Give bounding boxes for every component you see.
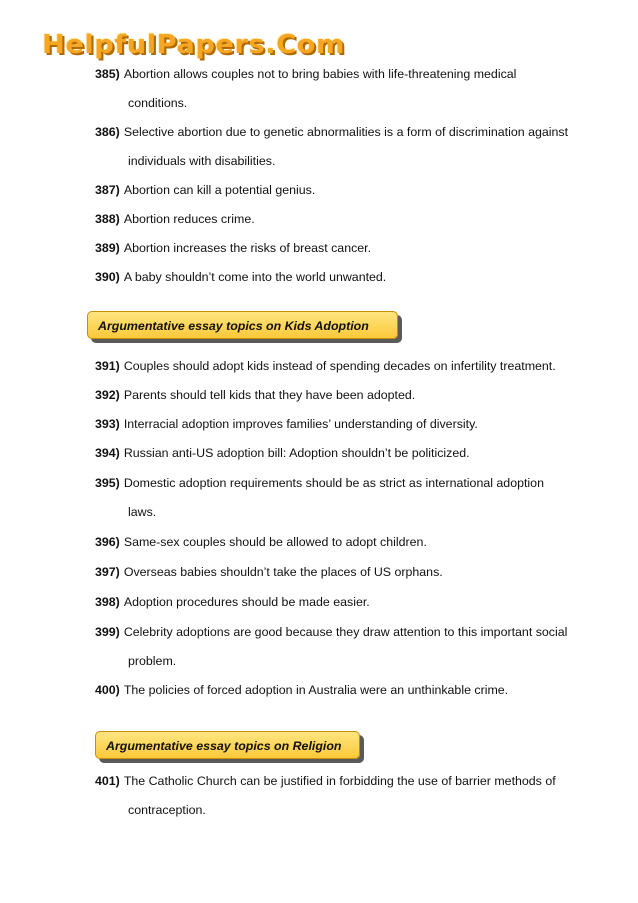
list-item — [95, 774, 615, 789]
list-item — [95, 241, 615, 256]
item-number: 386) — [95, 125, 120, 139]
item-number: 395) — [95, 476, 120, 490]
item-number: 401) — [95, 774, 120, 788]
list-item — [95, 417, 615, 432]
item-number: 399) — [95, 625, 120, 639]
item-text: The Catholic Church can be justified in forbidding the use of barrier methods of — [123, 774, 556, 788]
item-number: 392) — [95, 388, 120, 402]
item-number: 398) — [95, 595, 120, 609]
item-text: A baby shouldn’t come into the world unwanted. — [123, 270, 387, 284]
list-item — [95, 67, 615, 82]
list-item — [95, 183, 615, 198]
item-text: Overseas babies shouldn’t take the places of US orphans. — [123, 565, 443, 579]
list-item — [95, 359, 615, 374]
list-item — [95, 625, 615, 640]
item-number: 391) — [95, 359, 120, 373]
item-text: Couples should adopt kids instead of spending decades on infertility treatment. — [123, 359, 556, 373]
list-item — [95, 683, 615, 698]
item-number: 393) — [95, 417, 120, 431]
list-item — [95, 446, 615, 461]
item-text: Interracial adoption improves families’ understanding of diversity. — [123, 417, 478, 431]
item-continuation: individuals with disabilities. — [128, 154, 276, 168]
item-number: 388) — [95, 212, 120, 226]
list-item — [95, 270, 615, 285]
item-continuation: problem. — [128, 654, 177, 668]
item-text: Abortion can kill a potential genius. — [123, 183, 316, 197]
list-item — [95, 595, 615, 610]
item-number: 396) — [95, 535, 120, 549]
item-text: Russian anti-US adoption bill: Adoption shouldn’t be politicized. — [123, 446, 470, 460]
item-number: 394) — [95, 446, 120, 460]
list-item — [95, 212, 615, 227]
list-item — [95, 125, 615, 140]
item-text: Celebrity adoptions are good because they draw attention to this important social — [123, 625, 568, 639]
item-text: Abortion allows couples not to bring babies with life-threatening medical — [123, 67, 517, 81]
list-item — [95, 476, 615, 491]
item-text: Parents should tell kids that they have been adopted. — [123, 388, 416, 402]
item-text: Adoption procedures should be made easier. — [123, 595, 370, 609]
item-text: Same-sex couples should be allowed to adopt children. — [123, 535, 427, 549]
list-item — [95, 535, 615, 550]
item-text: Selective abortion due to genetic abnormalities is a form of discrimination against — [123, 125, 569, 139]
item-continuation: laws. — [128, 505, 157, 519]
item-text: Abortion increases the risks of breast cancer. — [123, 241, 372, 255]
item-number: 385) — [95, 67, 120, 81]
item-number: 397) — [95, 565, 120, 579]
section-heading-kids-adoption: Argumentative essay topics on Kids Adoption — [87, 311, 398, 339]
item-number: 387) — [95, 183, 120, 197]
item-text: Abortion reduces crime. — [123, 212, 255, 226]
item-number: 389) — [95, 241, 120, 255]
item-text: The policies of forced adoption in Australia were an unthinkable crime. — [123, 683, 509, 697]
section-heading-religion: Argumentative essay topics on Religion — [95, 731, 360, 759]
item-number: 400) — [95, 683, 120, 697]
site-logo: HelpfulPapers.Com — [42, 30, 345, 60]
list-item — [95, 565, 615, 580]
item-continuation: contraception. — [128, 803, 206, 817]
list-item — [95, 388, 615, 403]
item-continuation: conditions. — [128, 96, 188, 110]
item-number: 390) — [95, 270, 120, 284]
item-text: Domestic adoption requirements should be as strict as international adoption — [123, 476, 544, 490]
